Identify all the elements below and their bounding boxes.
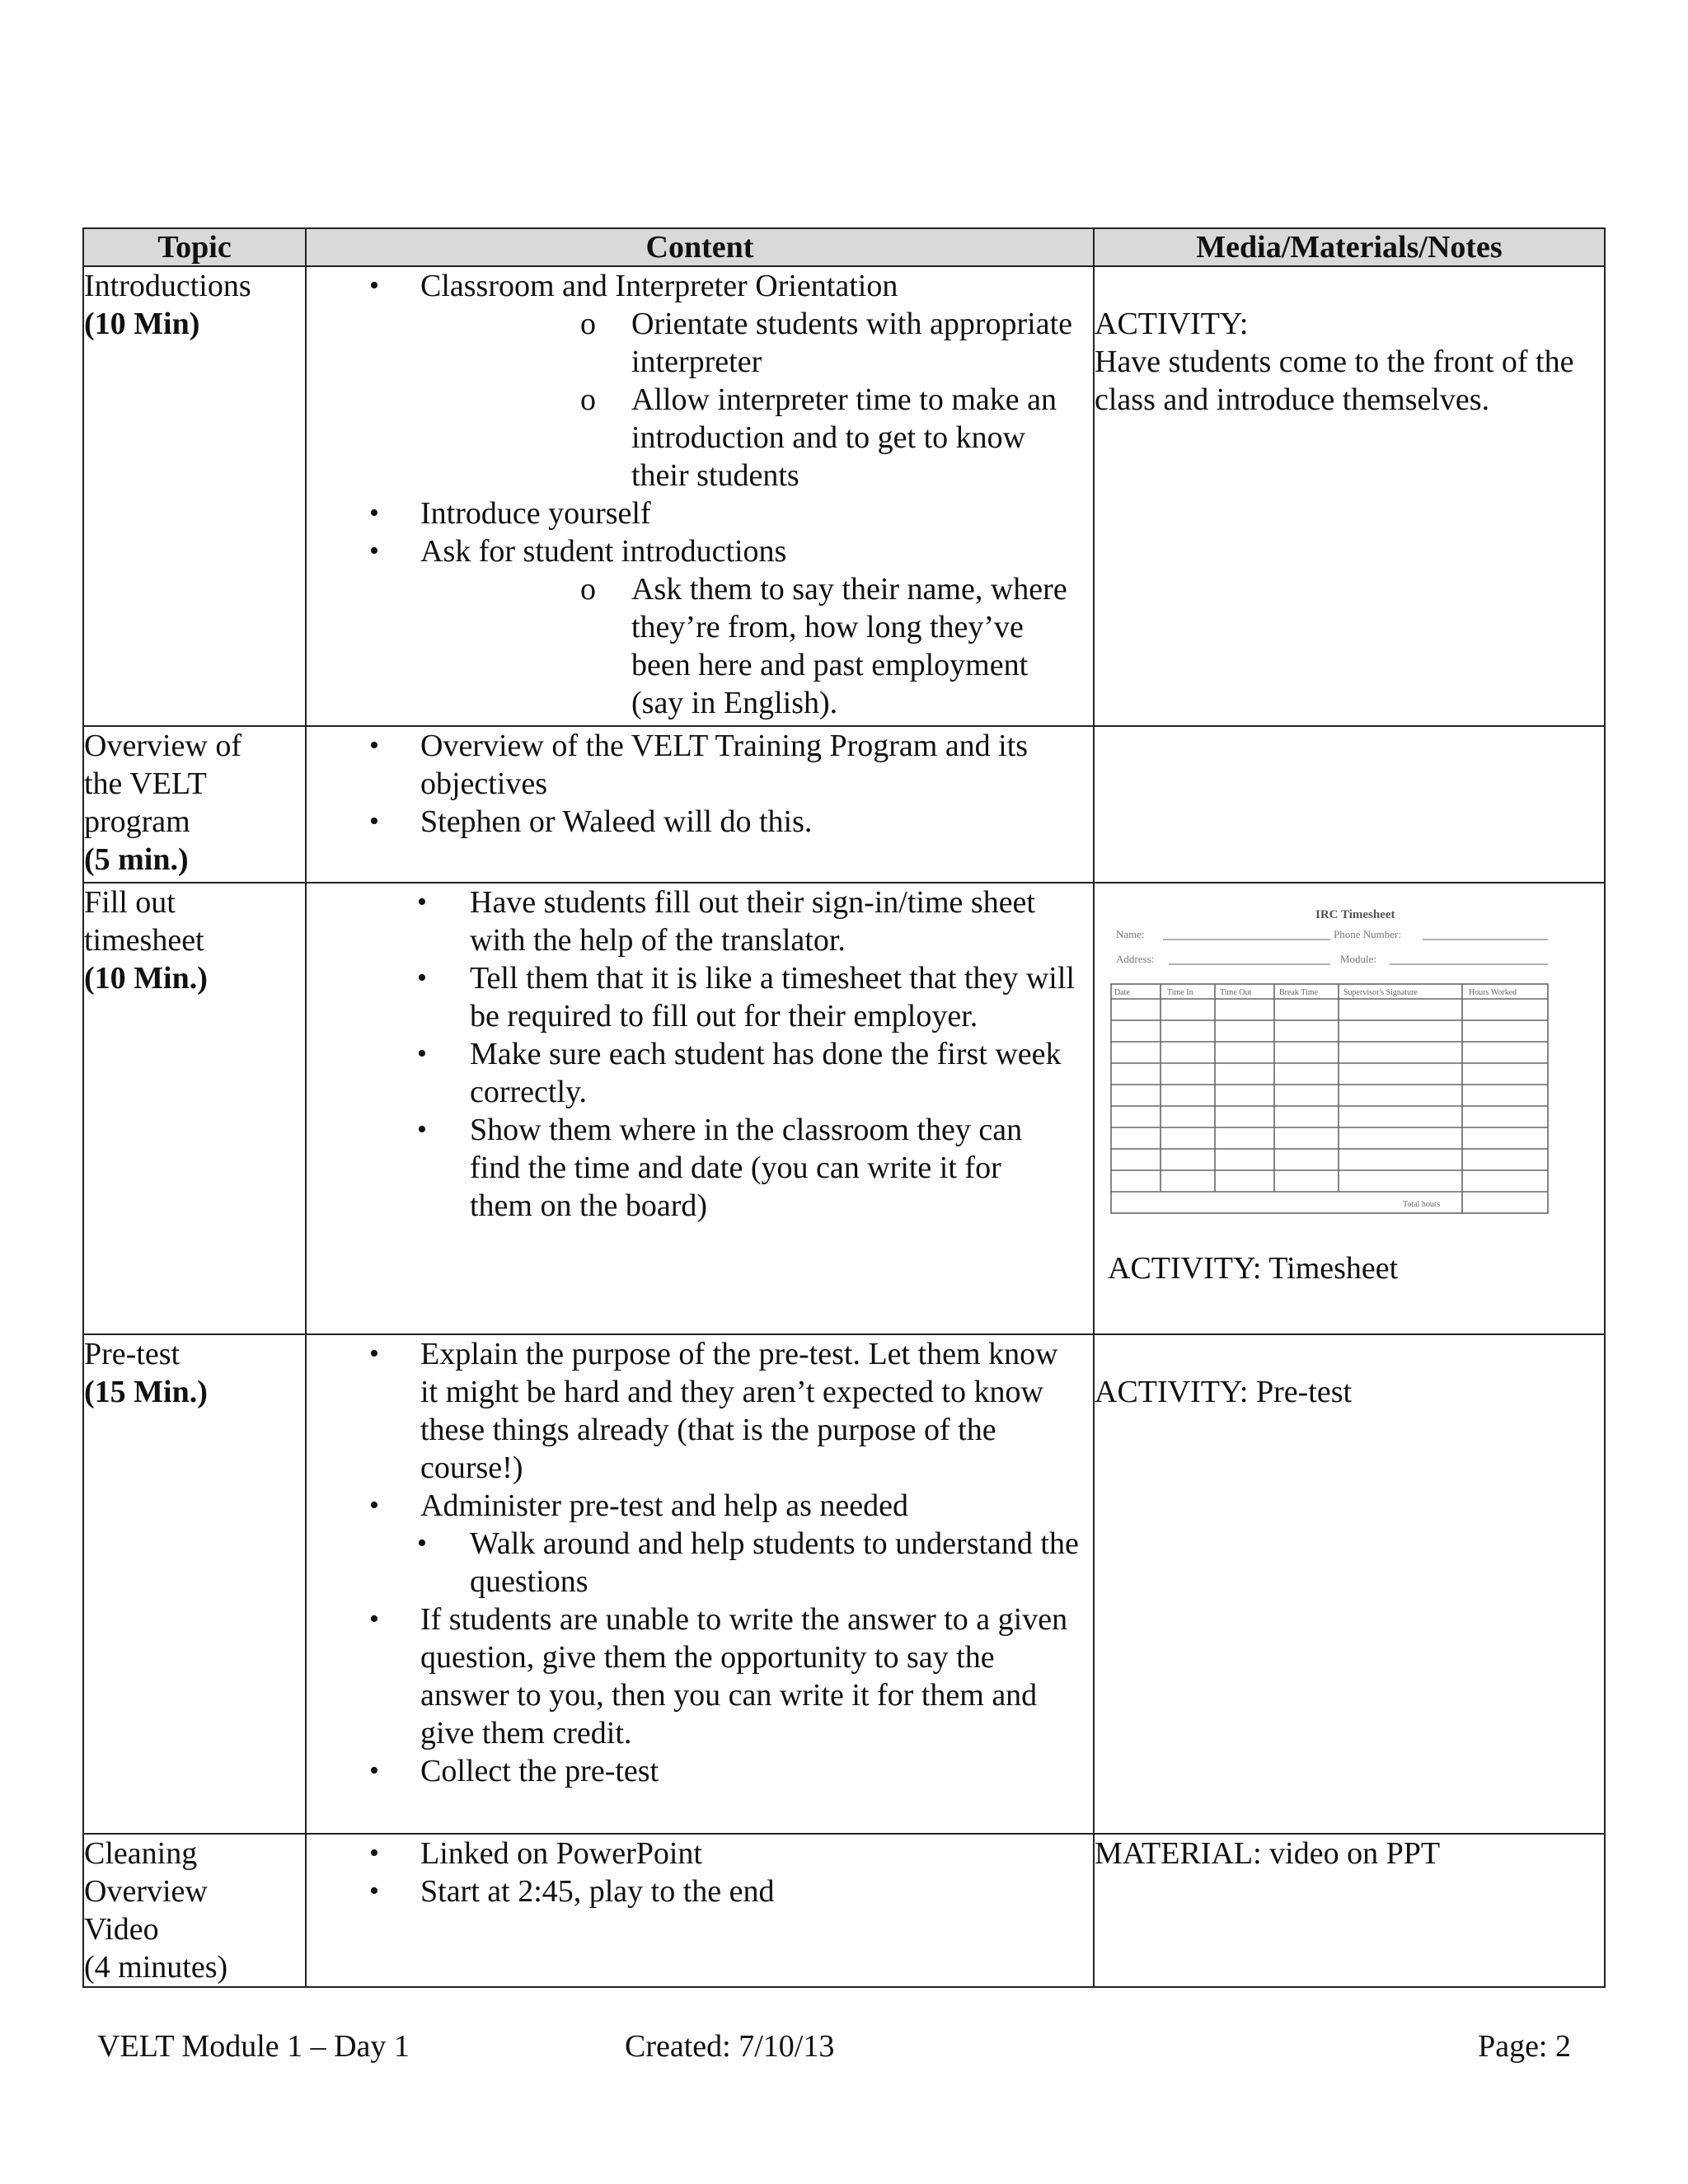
content-cell [306, 266, 1094, 726]
page-footer [97, 2027, 1571, 2069]
sub-bullet-item: • Walk around and help students to understand the questions [307, 1525, 1093, 1601]
topic-cell [83, 266, 306, 726]
topic-title: Overview of the VELT program [84, 729, 241, 839]
content-cell [306, 726, 1094, 883]
footer-created: Created: 7/10/13 [625, 2029, 835, 2064]
lesson-plan-table [82, 227, 1606, 1988]
footer-page: Page: 2 [1478, 2029, 1571, 2064]
activity-text: ACTIVITY: Timesheet [1108, 1251, 1399, 1286]
bullet-item: • Have students fill out their sign-in/time sheet with the help of the translator. [307, 883, 1093, 959]
header-media: Media/Materials/Notes [1094, 228, 1605, 266]
activity-label: ACTIVITY: [1095, 307, 1249, 341]
content-cell [306, 1334, 1094, 1834]
table-row [83, 883, 1605, 1334]
header-content: Content [306, 228, 1094, 266]
activity-text: ACTIVITY: Pre-test [1095, 1375, 1353, 1409]
table-row [83, 1334, 1605, 1834]
notes-cell [1094, 1834, 1605, 1987]
table-row [83, 266, 1605, 726]
table-row [83, 726, 1605, 883]
timesheet-title: IRC Timesheet [1315, 908, 1395, 921]
activity-text: Have students come to the front of the class and introduce themselves. [1095, 344, 1574, 417]
topic-time: (4 minutes) [84, 1950, 228, 1985]
bullet-item: • Show them where in the classroom they can find the time and date (you can write it for them on the board) [307, 1111, 1093, 1225]
topic-title: Introductions [84, 269, 251, 303]
topic-title: Cleaning Overview Video [84, 1836, 208, 1947]
topic-cell [83, 883, 306, 1334]
topic-cell [83, 1834, 306, 1987]
timesheet-address-label: Address: [1116, 953, 1155, 965]
topic-time: (15 Min.) [84, 1375, 208, 1409]
timesheet-module-label: Module: [1340, 953, 1377, 965]
table-row [83, 1834, 1605, 1987]
timesheet-image [1109, 902, 1553, 1223]
bullet-item: • Stephen or Waleed will do this. [307, 803, 1093, 841]
bullet-item: • Make sure each student has done the first week correctly. [307, 1035, 1093, 1111]
timesheet-col-hours: Hours Worked [1469, 988, 1517, 997]
timesheet-col-break: Break Time [1279, 988, 1318, 997]
topic-time: (5 min.) [84, 842, 189, 877]
bullet-item: • Overview of the VELT Training Program and its objectives [307, 727, 1093, 803]
topic-title: Pre-test [84, 1337, 181, 1371]
topic-time: (10 Min.) [84, 961, 208, 996]
bullet-item: • Tell them that it is like a timesheet that they will be required to fill out for their employer. [307, 959, 1093, 1035]
bullet-item: • Linked on PowerPoint [307, 1835, 1093, 1872]
topic-title: Fill out timesheet [84, 885, 204, 958]
material-text: MATERIAL: video on PPT [1095, 1836, 1441, 1871]
table-header-row [83, 228, 1605, 266]
bullet-item: • Administer pre-test and help as needed • Walk around and help students to understand the questions [307, 1487, 1093, 1601]
timesheet-phone-label: Phone Number: [1334, 928, 1401, 940]
content-cell [306, 1834, 1094, 1987]
notes-cell [1094, 883, 1605, 1334]
bullet-item: • If students are unable to write the answer to a given question, give them the opportunity to say the answer to you, then you can write it for them and give them credit. [307, 1601, 1093, 1752]
notes-cell [1094, 266, 1605, 726]
bullet-item: • Explain the purpose of the pre-test. Let them know it might be hard and they aren’t expected to know these things already (that is the purpose of the course!) [307, 1335, 1093, 1487]
sub-bullet-item: o Allow interpreter time to make an introduction and to get to know their students [420, 381, 1093, 494]
notes-cell [1094, 726, 1605, 883]
topic-time: (10 Min) [84, 307, 200, 341]
content-cell [306, 883, 1094, 1334]
notes-cell [1094, 1334, 1605, 1834]
bullet-item: • Classroom and Interpreter Orientation o Orientate students with appropriate interpreter o Allow interpreter time to make an introduction and to get to know their students [307, 267, 1093, 494]
sub-bullet-item: o Ask them to say their name, where they’re from, how long they’ve been here and past employment (say in English). [420, 570, 1093, 722]
timesheet-name-label: Name: [1116, 928, 1145, 940]
sub-bullet-item: o Orientate students with appropriate interpreter [420, 305, 1093, 381]
timesheet-col-signature: Supervisor's Signature [1343, 988, 1418, 997]
bullet-item: • Collect the pre-test [307, 1752, 1093, 1790]
bullet-item: • Start at 2:45, play to the end [307, 1872, 1093, 1910]
bullet-item: • Ask for student introductions o Ask them to say their name, where they’re from, how long they’ve been here and past employment (say in English). [307, 532, 1093, 722]
footer-module: VELT Module 1 – Day 1 [97, 2029, 410, 2064]
timesheet-col-time-in: Time In [1167, 988, 1193, 997]
topic-cell [83, 726, 306, 883]
bullet-item: • Introduce yourself [307, 494, 1093, 532]
timesheet-total-label: Total hours [1403, 1200, 1441, 1209]
header-topic: Topic [83, 228, 306, 266]
topic-cell [83, 1334, 306, 1834]
timesheet-col-time-out: Time Out [1220, 988, 1252, 997]
timesheet-col-date: Date [1114, 988, 1130, 997]
